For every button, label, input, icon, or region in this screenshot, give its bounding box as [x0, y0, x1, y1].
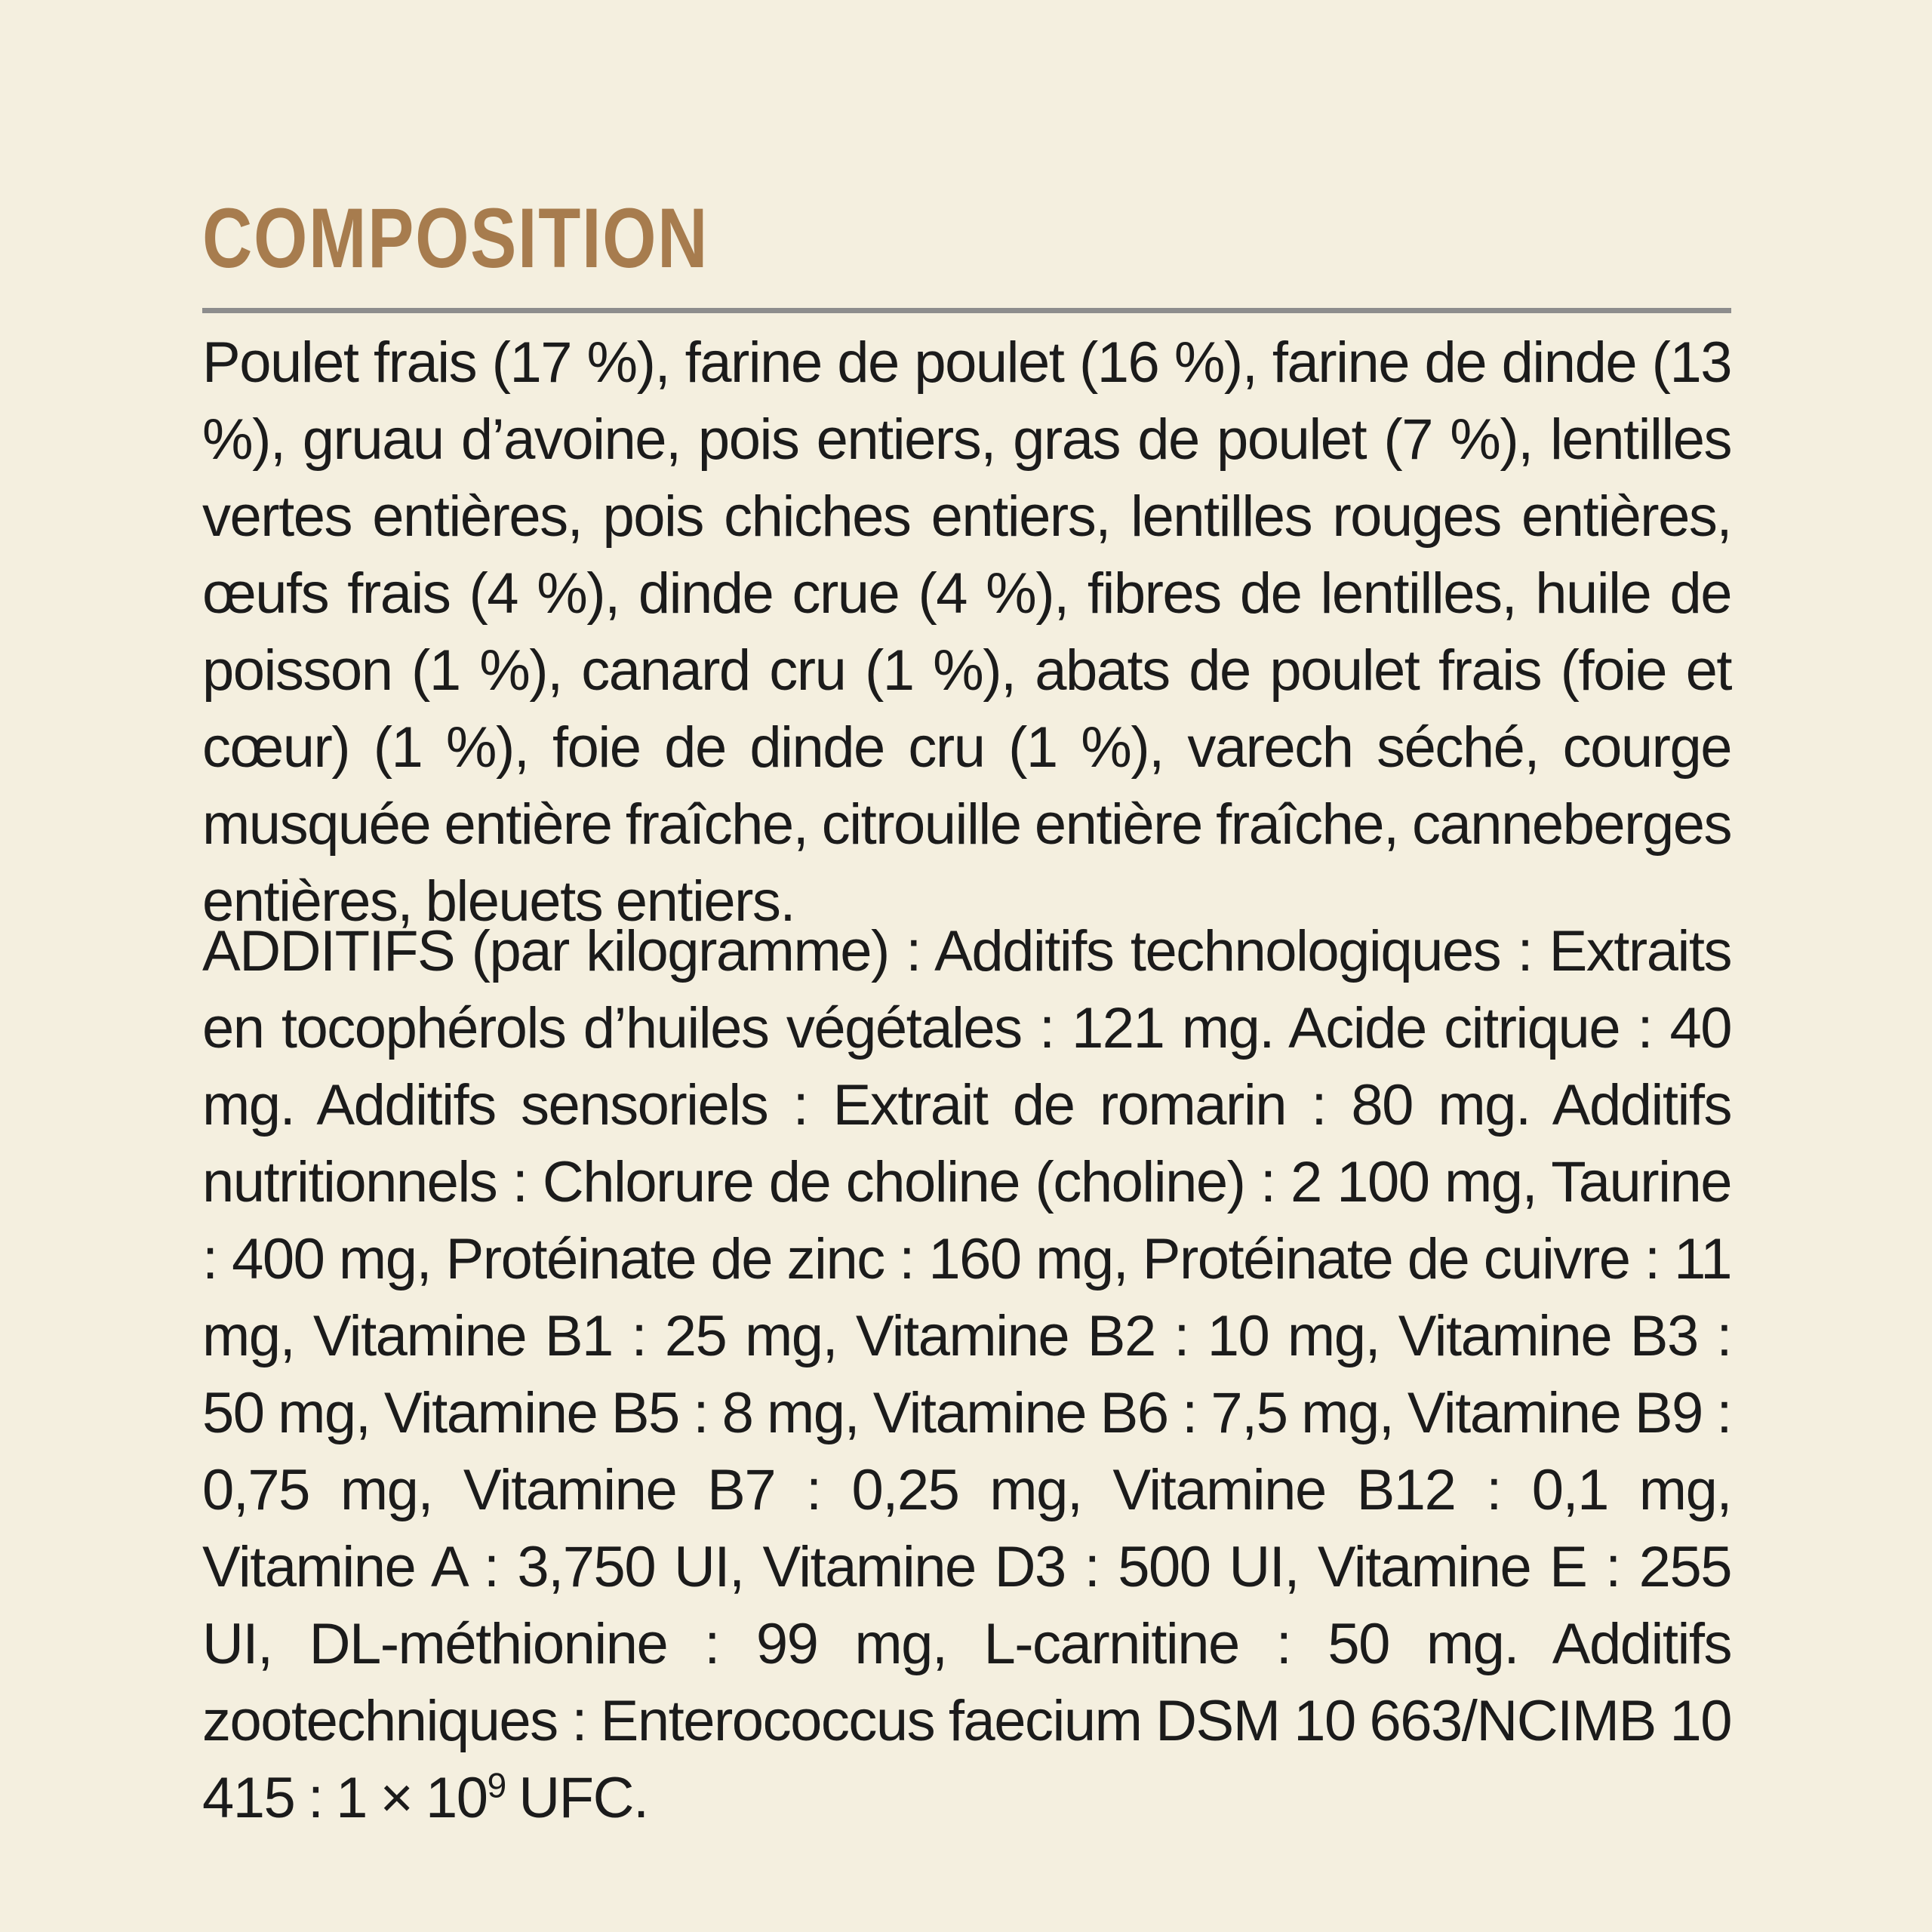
composition-heading: COMPOSITION: [202, 191, 709, 285]
additives-text: ADDITIFS (par kilogramme) : Additifs technologiques : Extraits en tocophérols d’huiles végétales : 121 mg. Acide citrique : 40 mg. Additifs sensoriels : Extrait de romarin : 80 mg. Additifs nutritionnels : Chlorure de choline (choline) : 2 100 mg, Taurine : 400 mg, Protéinate de zinc : 160 mg, Protéinate de cuivre : 11 mg, Vitamine B1 : 25 mg, Vitamine B2 : 10 mg, Vitamine B3 : 50 mg, Vitamine B5 : 8 mg, Vitamine B6 : 7,5 mg, Vitamine B9 : 0,75 mg, Vitamine B7 : 0,25 mg, Vitamine B12 : 0,1 mg, Vitamine A : 3,750 UI, Vitamine D3 : 500 UI, Vitamine E : 255 UI, DL-méthionine : 99 mg, L-carnitine : 50 mg. Additifs zootechniques : Enterococcus faecium DSM 10 663/NCIMB 10 415 : 1 × 10: [202, 919, 1731, 1830]
additives-paragraph: [202, 913, 1731, 1837]
heading-divider: [202, 308, 1731, 313]
ingredients-paragraph: Poulet frais (17 %), farine de poulet (16 %), farine de dinde (13 %), gruau d’avoine, pois entiers, gras de poulet (7 %), lentilles vertes entières, pois chiches entiers, lentilles rouges entières, œufs frais (4 %), dinde crue (4 %), fibres de lentilles, huile de poisson (1 %), canard cru (1 %), abats de poulet frais (foie et cœur) (1 %), foie de dinde cru (1 %), varech séché, courge musquée entière fraîche, citrouille entière fraîche, canneberges entières, bleuets entiers.: [202, 331, 1731, 934]
exponent: 9: [487, 1765, 506, 1805]
additives-unit: UFC.: [505, 1766, 648, 1830]
